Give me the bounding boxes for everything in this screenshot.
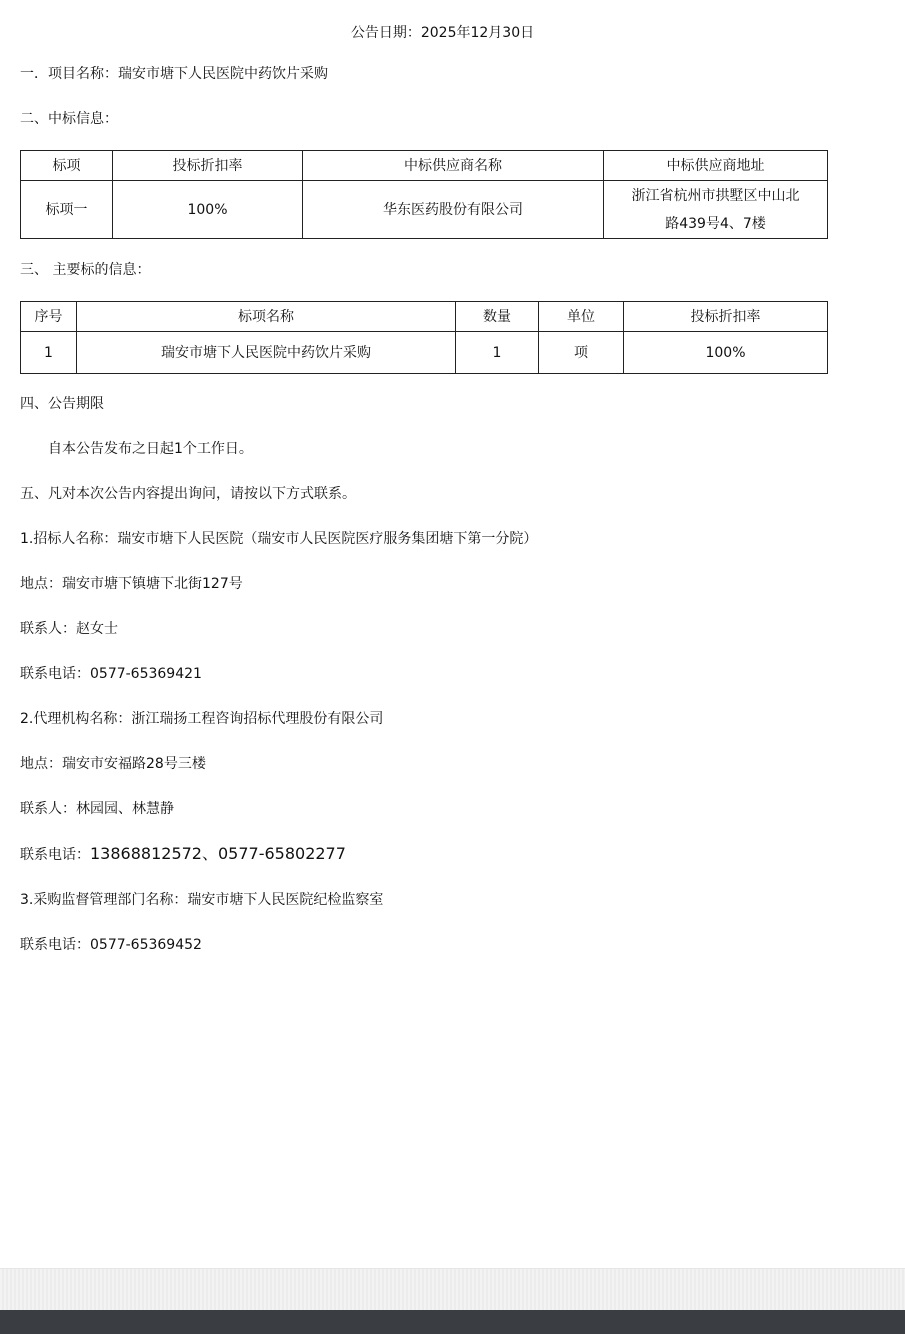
agency-phone-label: 联系电话：	[20, 847, 90, 863]
notice-period-heading: 四、公告期限	[20, 396, 104, 412]
header-qty: 数量	[456, 302, 539, 332]
project-name: 一．项目名称：瑞安市塘下人民医院中药饮片采购	[20, 66, 328, 82]
notice-date: 公告日期：2025年12月30日	[350, 25, 535, 41]
table-row	[21, 181, 828, 239]
cell-item-name: 瑞安市塘下人民医院中药饮片采购	[77, 332, 456, 374]
items-table	[20, 301, 828, 374]
buyer-contact: 联系人：赵女士	[20, 621, 118, 637]
agency-phone: 13868812572、0577-65802277	[90, 844, 346, 863]
cell-lot: 标项一	[21, 181, 113, 239]
cell-unit: 项	[539, 332, 624, 374]
table-row	[21, 332, 828, 374]
agency-contact: 联系人：林园园、林慧静	[20, 801, 174, 817]
header-unit: 单位	[539, 302, 624, 332]
contact-heading: 五、凡对本次公告内容提出询问，请按以下方式联系。	[20, 486, 356, 502]
cell-rate: 100%	[113, 181, 303, 239]
buyer-name: 1.招标人名称：瑞安市塘下人民医院（瑞安市人民医院医疗服务集团塘下第一分院）	[20, 531, 538, 547]
header-address: 中标供应商地址	[604, 151, 828, 181]
header-no: 序号	[21, 302, 77, 332]
item-info-heading: 三、 主要标的信息：	[20, 262, 151, 278]
buyer-address: 地点：瑞安市塘下镇塘下北街127号	[20, 576, 243, 592]
notice-period-body: 自本公告发布之日起1个工作日。	[48, 441, 253, 457]
agency-address: 地点：瑞安市安福路28号三楼	[20, 756, 206, 772]
cell-no: 1	[21, 332, 77, 374]
header-rate: 投标折扣率	[113, 151, 303, 181]
award-info-heading: 二、中标信息：	[20, 111, 118, 127]
cell-item-rate: 100%	[624, 332, 828, 374]
header-item-name: 标项名称	[77, 302, 456, 332]
header-supplier: 中标供应商名称	[303, 151, 604, 181]
agency-name: 2.代理机构名称：浙江瑞扬工程咨询招标代理股份有限公司	[20, 711, 384, 727]
cell-address: 浙江省杭州市拱墅区中山北路439号4、7楼	[604, 181, 828, 239]
supervisor-phone: 联系电话：0577-65369452	[20, 937, 202, 953]
agency-phone-line	[20, 845, 346, 864]
header-item-rate: 投标折扣率	[624, 302, 828, 332]
award-table	[20, 150, 828, 239]
buyer-phone: 联系电话：0577-65369421	[20, 666, 202, 682]
supervisor-name: 3.采购监督管理部门名称：瑞安市塘下人民医院纪检监察室	[20, 892, 384, 908]
header-lot: 标项	[21, 151, 113, 181]
award-table-header	[21, 151, 828, 181]
page-footer-band	[0, 1268, 905, 1311]
cell-supplier: 华东医药股份有限公司	[303, 181, 604, 239]
page-footer-bar	[0, 1310, 905, 1334]
items-table-header	[21, 302, 828, 332]
cell-qty: 1	[456, 332, 539, 374]
